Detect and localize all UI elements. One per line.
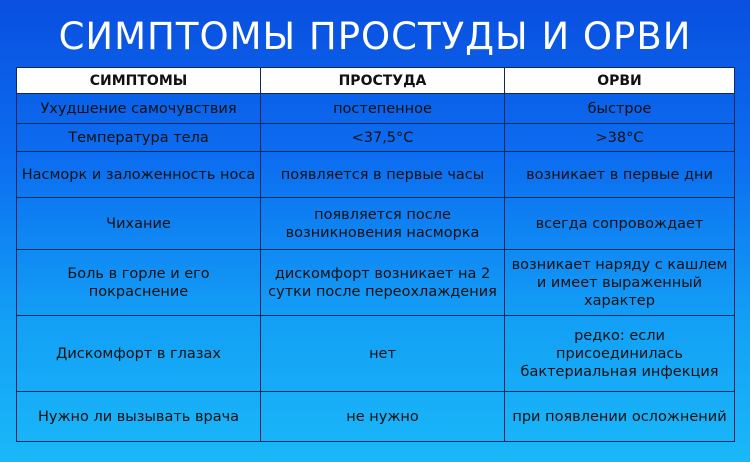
arvi-text: возникает в первые дни — [526, 166, 713, 183]
cold-text: <37,5°C — [351, 129, 414, 146]
arvi-text: быстрое — [587, 100, 652, 117]
symptom-text: Температура тела — [68, 129, 209, 146]
arvi-cell — [505, 392, 735, 442]
cold-cell — [261, 316, 505, 392]
symptom-text: Чихание — [106, 215, 171, 232]
cold-cell — [261, 392, 505, 442]
table-row — [17, 316, 735, 392]
table-header-row — [17, 68, 735, 94]
table-row — [17, 124, 735, 152]
comparison-table — [16, 67, 735, 442]
arvi-text: всегда сопровождает — [535, 215, 704, 232]
arvi-text: при появлении осложнений — [512, 408, 727, 425]
cold-cell — [261, 198, 505, 250]
cold-text: дискомфорт возникает на 2 сутки после переохлаждения — [268, 265, 497, 300]
arvi-text: редко: если присоединилась бактериальная инфекция — [520, 327, 719, 380]
symptom-text: Ухудшение самочувствия — [40, 100, 237, 117]
table-row — [17, 94, 735, 124]
cold-cell — [261, 250, 505, 316]
symptom-cell — [17, 198, 261, 250]
symptom-text: Нужно ли вызывать врача — [37, 408, 240, 425]
symptom-cell — [17, 316, 261, 392]
table-row — [17, 198, 735, 250]
arvi-cell — [505, 124, 735, 152]
arvi-cell — [505, 152, 735, 198]
cold-cell — [261, 94, 505, 124]
arvi-cell — [505, 198, 735, 250]
cold-text: постепенное — [333, 100, 432, 117]
table-row — [17, 392, 735, 442]
arvi-text: возникает наряду с кашлем и имеет выраженный характер — [511, 256, 728, 309]
arvi-cell — [505, 316, 735, 392]
header-cold: ПРОСТУДА — [261, 68, 505, 94]
page-title: СИМПТОМЫ ПРОСТУДЫ И ОРВИ — [58, 15, 692, 58]
symptom-text: Насморк и заложенность носа — [21, 166, 256, 183]
symptom-cell — [17, 94, 261, 124]
cold-cell — [261, 124, 505, 152]
symptom-text: Дискомфорт в глазах — [56, 345, 221, 362]
arvi-text: >38°C — [595, 129, 644, 146]
cold-text: появляется после возникновения насморка — [285, 206, 480, 241]
arvi-cell — [505, 94, 735, 124]
cold-text: появляется в первые часы — [280, 166, 485, 183]
header-symptoms: СИМПТОМЫ — [17, 68, 261, 94]
cold-text: не нужно — [346, 408, 419, 425]
symptom-cell — [17, 250, 261, 316]
arvi-cell — [505, 250, 735, 316]
table-row — [17, 250, 735, 316]
header-arvi: ОРВИ — [505, 68, 735, 94]
symptom-text: Боль в горле и его покраснение — [67, 265, 210, 300]
symptom-cell — [17, 124, 261, 152]
symptom-cell — [17, 152, 261, 198]
symptom-cell — [17, 392, 261, 442]
cold-text: нет — [369, 345, 396, 362]
table-row — [17, 152, 735, 198]
cold-cell — [261, 152, 505, 198]
